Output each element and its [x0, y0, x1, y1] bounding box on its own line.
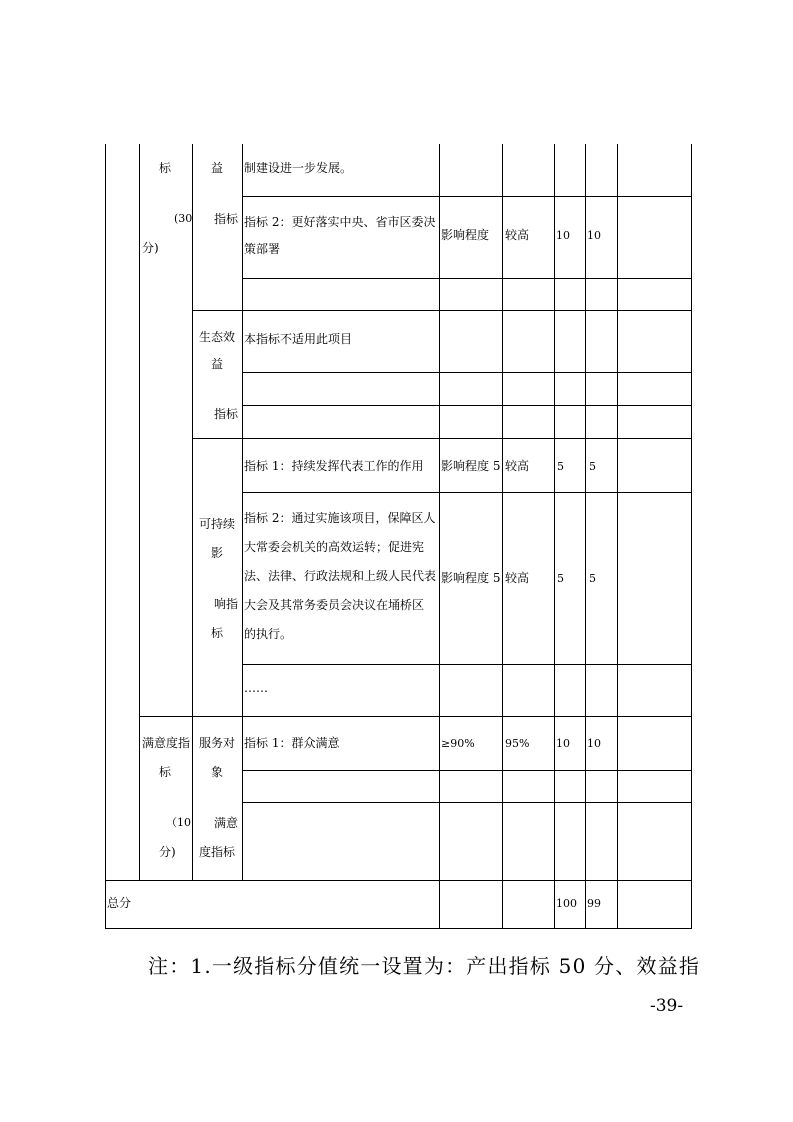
col2-social-label: 益 [211, 161, 224, 175]
indicator-ellipsis: …… [244, 681, 268, 695]
indicator-text: 策部署 [244, 242, 281, 256]
indicator-text: 指标 2：更好落实中央、省市区委决 [244, 215, 436, 229]
col1-satisfaction: （10 [166, 816, 191, 829]
table-col-line [439, 144, 440, 929]
col2-service-label: 服务对 [199, 736, 236, 750]
row-line [105, 880, 692, 881]
col2-social-label: 指标 [214, 212, 239, 226]
col2-sustain-label: 标 [211, 626, 224, 640]
indicator-text: 指标 1：持续发挥代表工作的作用 [244, 459, 424, 473]
col1-satisfaction: 分) [159, 845, 176, 859]
table-col-line [617, 144, 618, 929]
indicator-text: 法、法律、行政法规和上级人民代表 [244, 569, 437, 583]
row-line [242, 372, 692, 373]
actual-cell: 95% [505, 737, 530, 750]
page-number: -39- [650, 996, 684, 1016]
row-line [242, 278, 692, 279]
row-line [242, 770, 692, 771]
target-cell: ≥90% [441, 737, 475, 750]
col2-eco-label: 益 [211, 357, 224, 371]
row-line [192, 310, 692, 311]
indicator-text: 指标 2：通过实施该项目，保障区人 [244, 511, 436, 525]
indicator-text: 制建设进一步发展。 [244, 161, 353, 175]
weight-cell: 10 [556, 229, 570, 242]
indicator-text: 指标 1：群众满意 [244, 736, 340, 750]
actual-cell: 较高 [505, 459, 530, 473]
col1-label: 分) [142, 241, 159, 255]
col1-satisfaction: 标 [159, 765, 172, 779]
score-cell: 5 [589, 460, 596, 473]
total-weight: 100 [556, 897, 577, 910]
col2-service-label: 度指标 [199, 845, 236, 859]
actual-cell: 较高 [505, 571, 530, 585]
score-cell: 10 [587, 229, 601, 242]
target-cell: 影响程度 5 [441, 459, 501, 473]
row-line [242, 802, 692, 803]
col2-service-label: 满意 [214, 816, 239, 830]
row-line [192, 438, 692, 439]
table-col-line [554, 144, 555, 929]
row-line [242, 196, 692, 197]
total-score: 99 [587, 897, 601, 910]
score-cell: 5 [589, 572, 596, 585]
table-col-line [139, 144, 140, 880]
target-cell: 影响程度 5 [441, 571, 501, 585]
table-col-line [502, 144, 503, 929]
indicator-text: 大会及其常务委员会决议在埇桥区 [244, 598, 425, 612]
col1-label: 标 [159, 161, 172, 175]
col1-label: (30 [174, 212, 193, 225]
col2-eco-label: 指标 [214, 407, 239, 421]
actual-cell: 较高 [505, 228, 530, 242]
col2-eco-label: 生态效 [199, 330, 236, 344]
row-line [139, 716, 692, 717]
table-border-right [691, 144, 692, 929]
table-col-line [585, 144, 586, 929]
target-cell: 影响程度 [441, 228, 490, 242]
col1-satisfaction: 满意度指 [142, 736, 191, 750]
col2-sustain-label: 可持续 [199, 517, 236, 531]
col2-sustain-label: 响指 [214, 597, 239, 611]
row-line [242, 492, 692, 493]
table-border-left [105, 144, 106, 929]
table-col-line [192, 144, 193, 880]
total-label: 总分 [107, 896, 132, 910]
row-line [242, 664, 692, 665]
weight-cell: 10 [556, 737, 570, 750]
col2-sustain-label: 影 [211, 546, 224, 560]
indicator-text: 的执行。 [244, 627, 293, 641]
indicator-text: 本指标不适用此项目 [244, 332, 353, 346]
weight-cell: 5 [557, 572, 564, 585]
col2-service-label: 象 [211, 765, 224, 779]
score-cell: 10 [587, 737, 601, 750]
table-border-bottom [105, 928, 692, 929]
footnote: 注：1.一级指标分值统一设置为：产出指标 50 分、效益指 [148, 954, 701, 978]
indicator-text: 大常委会机关的高效运转；促进宪 [244, 540, 425, 554]
row-line [242, 405, 692, 406]
weight-cell: 5 [557, 460, 564, 473]
